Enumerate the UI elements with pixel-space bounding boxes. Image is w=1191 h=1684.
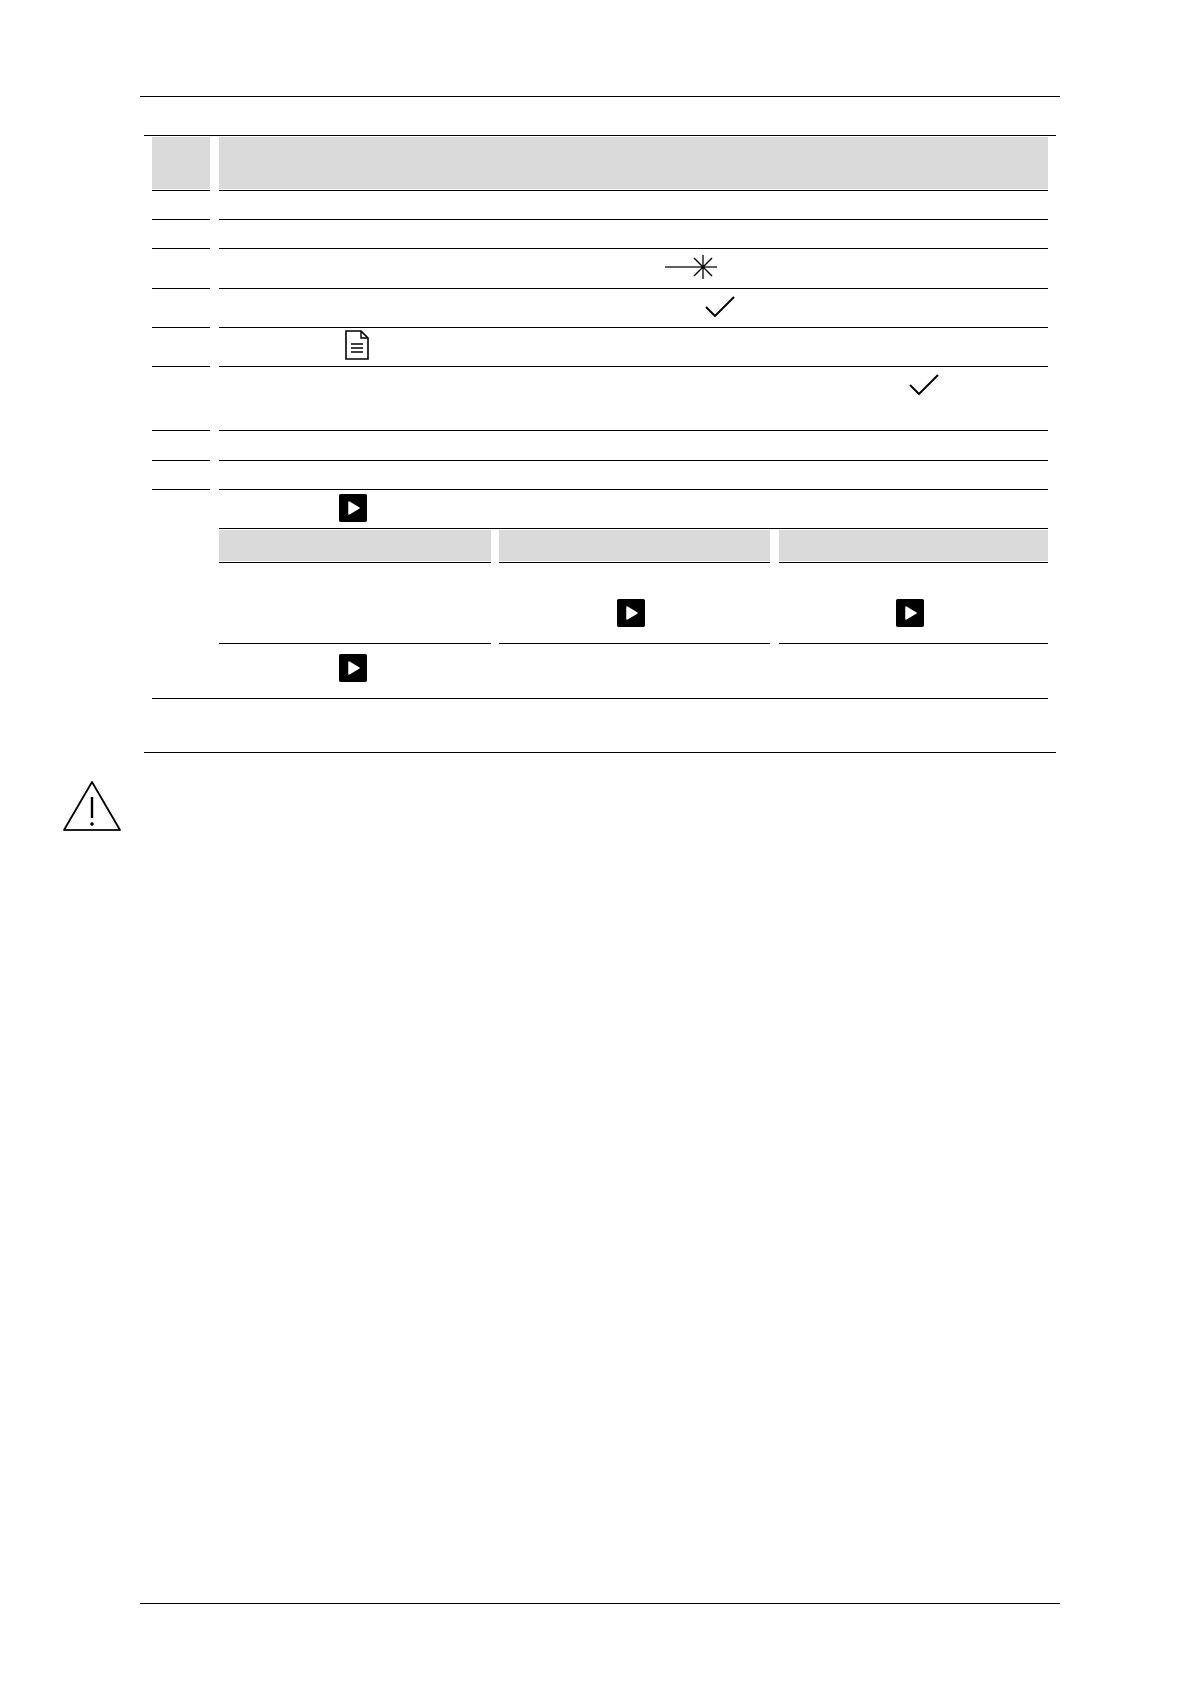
play-icon (896, 599, 924, 627)
sub-table-header-1 (219, 530, 491, 561)
sub-table-row-rule (779, 643, 1048, 644)
action-column-header (219, 137, 1048, 189)
sub-table-header-rule (779, 562, 1048, 563)
table-bottom-rule (144, 752, 1056, 753)
row-rule-right (219, 489, 1048, 490)
row-rule-left (152, 366, 210, 367)
row-rule-left (152, 219, 210, 220)
row-rule-right (219, 327, 1048, 328)
play-icon (339, 654, 367, 682)
row-rule-right (219, 219, 1048, 220)
warning-triangle-icon (62, 780, 122, 832)
row-rule-right (219, 528, 1048, 529)
row-rule-left (152, 430, 210, 431)
row-rule-right (219, 366, 1048, 367)
header-bottom-rule-right (219, 190, 1048, 191)
page-footer-rule (140, 1603, 1060, 1604)
row-rule-left (152, 288, 210, 289)
row-rule-left (152, 327, 210, 328)
header-bottom-rule-left (152, 190, 210, 191)
sub-table-row-rule (219, 643, 491, 644)
checkmark-icon (908, 372, 940, 398)
checkmark-icon (704, 294, 736, 320)
page-header-rule (140, 96, 1060, 97)
row-rule-left (152, 460, 210, 461)
row-rule-left (152, 489, 210, 490)
sub-table-header-rule (219, 562, 491, 563)
row-rule-right (219, 460, 1048, 461)
play-icon (339, 494, 367, 522)
row-rule-right (219, 430, 1048, 431)
row-rule-left (152, 248, 210, 249)
row-rule-right (219, 288, 1048, 289)
step-column-header (152, 137, 210, 189)
sub-table-header-3 (779, 530, 1048, 561)
table-top-rule (144, 135, 1056, 136)
sub-table-header-2 (499, 530, 770, 561)
table-body-end-rule (152, 698, 1048, 699)
sub-table-header-rule (499, 562, 770, 563)
row-rule-right (219, 248, 1048, 249)
play-icon (617, 599, 645, 627)
document-icon (344, 330, 370, 360)
sub-table-row-rule (499, 643, 770, 644)
cancel-asterisk-icon (664, 252, 718, 282)
